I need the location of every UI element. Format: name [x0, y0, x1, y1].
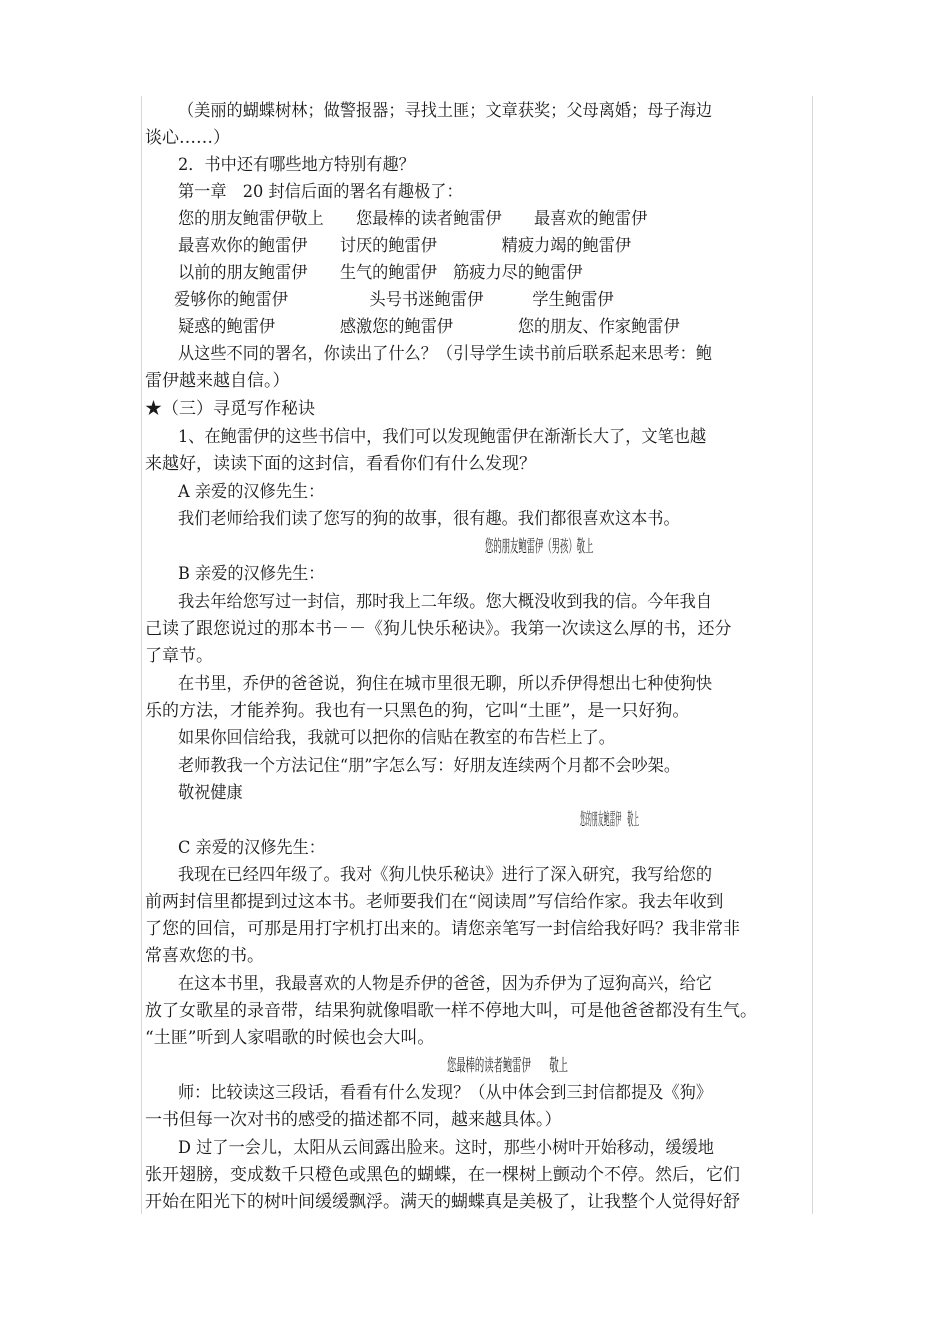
text-line: 我去年给您写过一封信，那时我上二年级。您大概没收到我的信。今年我自	[178, 592, 713, 612]
text-line: 第一章 20 封信后面的署名有趣极了：	[178, 182, 463, 202]
text-line: 在书里，乔伊的爸爸说，狗住在城市里很无聊，所以乔伊得想出七种使狗快	[178, 674, 713, 694]
text-line: 敬祝健康	[178, 783, 243, 803]
text-line: D 过了一会儿，太阳从云间露出脸来。这时，那些小树叶开始移动，缓缓地	[178, 1138, 714, 1158]
text-line: 1、在鲍雷伊的这些书信中，我们可以发现鲍雷伊在渐渐长大了，文笔也越	[178, 427, 707, 447]
text-line: 我们老师给我们读了您写的狗的故事，很有趣。我们都很喜欢这本书。	[178, 509, 680, 529]
letter-heading: C 亲爱的汉修先生：	[178, 838, 325, 858]
text-line: 一书但每一次对书的感受的描述都不同，越来越具体。）	[145, 1110, 562, 1130]
text-line: “土匪”听到人家唱歌的时候也会大叫。	[145, 1028, 435, 1048]
text-line: 您的朋友鲍雷伊敬上 您最棒的读者鲍雷伊 最喜欢的鲍雷伊	[178, 209, 648, 229]
text-line: 雷伊越来越自信。）	[145, 371, 290, 391]
text-line: 谈心……）	[145, 128, 230, 148]
text-line: 疑惑的鲍雷伊 感激您的鲍雷伊 您的朋友、作家鲍雷伊	[178, 317, 680, 337]
text-line: 从这些不同的署名，你读出了什么？（引导学生读书前后联系起来思考：鲍	[178, 344, 713, 364]
text-line: 开始在阳光下的树叶间缓缓飘浮。满天的蝴蝶真是美极了，让我整个人觉得好舒	[145, 1192, 740, 1212]
section-heading: ★（三）寻觅写作秘诀	[145, 399, 315, 419]
text-line: 我现在已经四年级了。我对《狗儿快乐秘诀》进行了深入研究，我写给您的	[178, 865, 713, 885]
letter-signature: 您的朋友鲍雷伊 敬上	[580, 810, 640, 830]
text-line: 在这本书里，我最喜欢的人物是乔伊的爸爸，因为乔伊为了逗狗高兴，给它	[178, 974, 713, 994]
text-line: 放了女歌星的录音带，结果狗就像唱歌一样不停地大叫，可是他爸爸都没有生气。	[145, 1001, 757, 1021]
text-line: 乐的方法，才能养狗。我也有一只黑色的狗，它叫“土匪”，是一只好狗。	[145, 701, 690, 721]
letter-signature: 您最棒的读者鲍雷伊 敬上	[447, 1056, 568, 1076]
letter-heading: B 亲爱的汉修先生：	[178, 564, 325, 584]
text-line: 前两封信里都提到过这本书。老师要我们在“阅读周”写信给作家。我去年收到	[145, 892, 724, 912]
text-line: 爱够你的鲍雷伊 头号书迷鲍雷伊 学生鲍雷伊	[174, 290, 614, 310]
letter-signature: 您的朋友鲍雷伊（男孩）敬上	[485, 537, 594, 557]
text-line: 师：比较读这三段话，看看有什么发现？（从中体会到三封信都提及《狗》	[178, 1083, 713, 1103]
text-line: 张开翅膀，变成数千只橙色或黑色的蝴蝶，在一棵树上颤动个不停。然后，它们	[145, 1165, 740, 1185]
text-line: 如果你回信给我，我就可以把你的信贴在教室的布告栏上了。	[178, 728, 615, 748]
text-line: 常喜欢您的书。	[145, 946, 264, 966]
text-line: 己读了跟您说过的那本书－－《狗儿快乐秘诀》。我第一次读这么厚的书，还分	[145, 619, 732, 639]
text-line: （美丽的蝴蝶树林；做警报器；寻找土匪；文章获奖；父母离婚；母子海边	[178, 101, 713, 121]
text-line: 以前的朋友鲍雷伊 生气的鲍雷伊 筋疲力尽的鲍雷伊	[178, 263, 583, 283]
letter-heading: A 亲爱的汉修先生：	[178, 482, 325, 502]
text-line: 了章节。	[145, 646, 213, 666]
text-line: 老师教我一个方法记住“朋”字怎么写：好朋友连续两个月都不会吵架。	[178, 756, 681, 776]
text-line: 了您的回信，可那是用打字机打出来的。请您亲笔写一封信给我好吗？我非常非	[145, 919, 740, 939]
text-line: 最喜欢你的鲍雷伊 讨厌的鲍雷伊 精疲力竭的鲍雷伊	[178, 236, 632, 256]
text-line: 2．书中还有哪些地方特别有趣？	[178, 155, 415, 175]
text-line: 来越好，读读下面的这封信，看看你们有什么发现？	[145, 454, 536, 474]
